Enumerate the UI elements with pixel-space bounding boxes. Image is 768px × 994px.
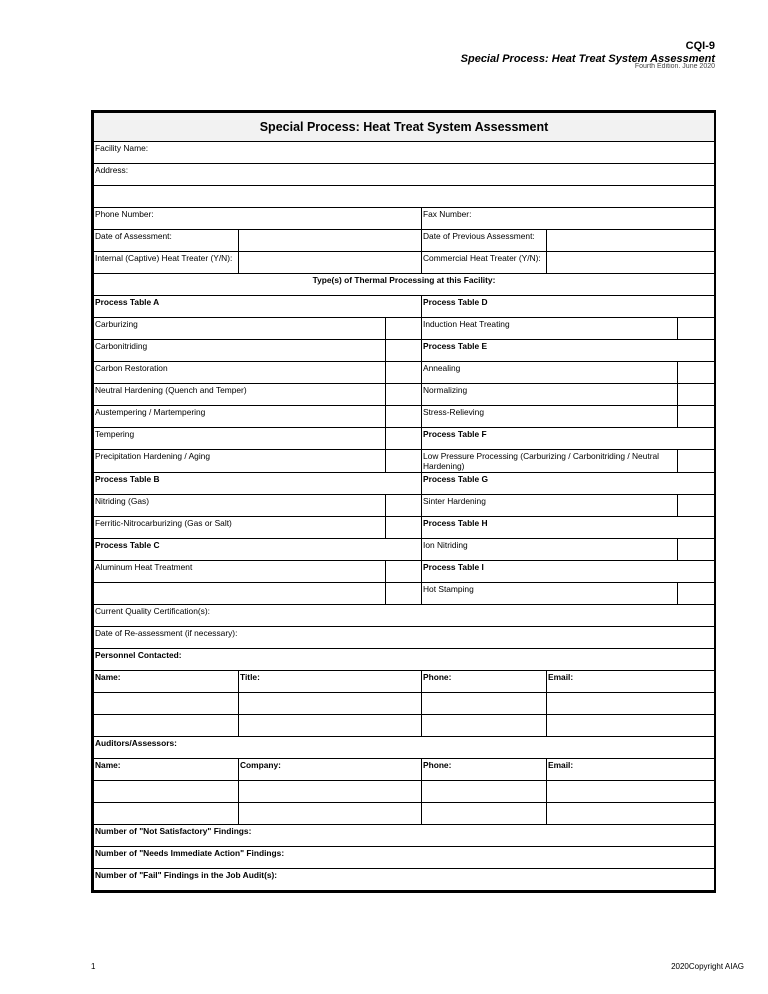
phone-number-field[interactable]: Phone Number: <box>94 208 422 230</box>
internal-heat-treater-label: Internal (Captive) Heat Treater (Y/N): <box>94 252 239 274</box>
process-checkbox[interactable] <box>678 583 715 605</box>
personnel-email-header: Email: <box>547 671 715 693</box>
process-label: Precipitation Hardening / Aging <box>94 450 386 473</box>
not-satisfactory-count[interactable]: Number of "Not Satisfactory" Findings: <box>94 825 715 847</box>
process-table-heading: Process Table F <box>422 428 715 450</box>
needs-immediate-action-count[interactable]: Number of "Needs Immediate Action" Findings: <box>94 847 715 869</box>
process-checkbox[interactable] <box>386 362 422 384</box>
document-subtitle: Special Process: Heat Treat System Assessment <box>460 53 715 65</box>
process-checkbox[interactable] <box>386 583 422 605</box>
date-of-previous-assessment-label: Date of Previous Assessment: <box>422 230 547 252</box>
commercial-heat-treater-field[interactable] <box>547 252 715 274</box>
process-label: Annealing <box>422 362 678 384</box>
process-table-heading: Process Table E <box>422 340 715 362</box>
document-code: CQI-9 <box>685 40 715 52</box>
process-label <box>94 583 386 605</box>
copyright: 2020Copyright AIAG <box>671 962 744 971</box>
process-label: Ferritic-Nitrocarburizing (Gas or Salt) <box>94 517 386 539</box>
address-field[interactable]: Address: <box>94 164 715 186</box>
process-row <box>94 318 715 340</box>
auditor-name-cell[interactable] <box>94 803 239 825</box>
reassessment-date-field[interactable]: Date of Re-assessment (if necessary): <box>94 627 715 649</box>
process-checkbox[interactable] <box>386 450 422 473</box>
process-checkbox[interactable] <box>678 495 715 517</box>
process-table-heading: Process Table H <box>422 517 715 539</box>
process-label: Carburizing <box>94 318 386 340</box>
process-checkbox[interactable] <box>386 406 422 428</box>
personnel-phone-header: Phone: <box>422 671 547 693</box>
process-table-heading: Process Table G <box>422 473 715 495</box>
process-label: Ion Nitriding <box>422 539 678 561</box>
form-title: Special Process: Heat Treat System Assessment <box>94 113 715 142</box>
process-checkbox[interactable] <box>678 362 715 384</box>
auditor-email-cell[interactable] <box>547 781 715 803</box>
personnel-email-cell[interactable] <box>547 715 715 737</box>
process-label: Austempering / Martempering <box>94 406 386 428</box>
date-of-previous-assessment-field[interactable] <box>547 230 715 252</box>
personnel-email-cell[interactable] <box>547 693 715 715</box>
date-of-assessment-field[interactable] <box>239 230 422 252</box>
page-number: 1 <box>91 962 96 971</box>
personnel-name-cell[interactable] <box>94 693 239 715</box>
process-label: Carbonitriding <box>94 340 386 362</box>
date-of-assessment-label: Date of Assessment: <box>94 230 239 252</box>
process-label: Sinter Hardening <box>422 495 678 517</box>
process-table-heading: Process Table I <box>422 561 715 583</box>
internal-heat-treater-field[interactable] <box>239 252 422 274</box>
process-row <box>94 428 715 450</box>
process-label: Nitriding (Gas) <box>94 495 386 517</box>
process-label: Tempering <box>94 428 386 450</box>
process-checkbox[interactable] <box>678 450 715 473</box>
process-row <box>94 495 715 517</box>
process-checkbox[interactable] <box>386 428 422 450</box>
process-label: Aluminum Heat Treatment <box>94 561 386 583</box>
process-checkbox[interactable] <box>386 517 422 539</box>
fax-number-field[interactable]: Fax Number: <box>422 208 715 230</box>
auditor-phone-header: Phone: <box>422 759 547 781</box>
process-table-heading: Process Table C <box>94 539 422 561</box>
process-label: Carbon Restoration <box>94 362 386 384</box>
process-row <box>94 517 715 539</box>
personnel-name-cell[interactable] <box>94 715 239 737</box>
auditor-phone-cell[interactable] <box>422 781 547 803</box>
process-row <box>94 539 715 561</box>
process-row <box>94 450 715 473</box>
personnel-title-header: Title: <box>239 671 422 693</box>
auditor-row <box>94 781 715 803</box>
personnel-phone-cell[interactable] <box>422 693 547 715</box>
process-row <box>94 340 715 362</box>
auditor-company-cell[interactable] <box>239 803 422 825</box>
auditors-heading: Auditors/Assessors: <box>94 737 715 759</box>
address-field-line-2[interactable] <box>94 186 715 208</box>
auditor-email-cell[interactable] <box>547 803 715 825</box>
process-table-heading: Process Table B <box>94 473 422 495</box>
process-checkbox[interactable] <box>386 561 422 583</box>
auditor-name-header: Name: <box>94 759 239 781</box>
thermal-processing-heading: Type(s) of Thermal Processing at this Facility: <box>94 274 715 296</box>
personnel-title-cell[interactable] <box>239 715 422 737</box>
process-table-heading: Process Table A <box>94 296 422 318</box>
process-row <box>94 473 715 495</box>
personnel-title-cell[interactable] <box>239 693 422 715</box>
process-label: Low Pressure Processing (Carburizing / Carbonitriding / Neutral Hardening) <box>422 450 678 473</box>
commercial-heat-treater-label: Commercial Heat Treater (Y/N): <box>422 252 547 274</box>
personnel-phone-cell[interactable] <box>422 715 547 737</box>
personnel-contacted-heading: Personnel Contacted: <box>94 649 715 671</box>
process-row <box>94 406 715 428</box>
process-checkbox[interactable] <box>386 495 422 517</box>
assessment-table <box>93 112 715 891</box>
process-row <box>94 362 715 384</box>
process-checkbox[interactable] <box>678 539 715 561</box>
document-edition: Fourth Edition, June 2020 <box>634 63 715 68</box>
process-label: Normalizing <box>422 384 678 406</box>
process-row <box>94 296 715 318</box>
process-label: Induction Heat Treating <box>422 318 678 340</box>
process-row <box>94 561 715 583</box>
auditor-phone-cell[interactable] <box>422 803 547 825</box>
process-label: Stress-Relieving <box>422 406 678 428</box>
personnel-row <box>94 693 715 715</box>
process-row <box>94 583 715 605</box>
process-table-heading: Process Table D <box>422 296 715 318</box>
process-checkbox[interactable] <box>386 384 422 406</box>
auditor-company-header: Company: <box>239 759 422 781</box>
process-checkbox[interactable] <box>386 318 422 340</box>
facility-name-field[interactable]: Facility Name: <box>94 142 715 164</box>
auditor-row <box>94 803 715 825</box>
auditor-name-cell[interactable] <box>94 781 239 803</box>
auditor-company-cell[interactable] <box>239 781 422 803</box>
process-label: Neutral Hardening (Quench and Temper) <box>94 384 386 406</box>
process-checkbox[interactable] <box>678 406 715 428</box>
process-checkbox[interactable] <box>678 318 715 340</box>
personnel-name-header: Name: <box>94 671 239 693</box>
process-checkbox[interactable] <box>386 340 422 362</box>
quality-certifications-field[interactable]: Current Quality Certification(s): <box>94 605 715 627</box>
process-label: Hot Stamping <box>422 583 678 605</box>
process-checkbox[interactable] <box>678 384 715 406</box>
process-tables <box>94 296 715 605</box>
fail-findings-count[interactable]: Number of "Fail" Findings in the Job Audit(s): <box>94 869 715 891</box>
process-row <box>94 384 715 406</box>
personnel-row <box>94 715 715 737</box>
auditor-email-header: Email: <box>547 759 715 781</box>
assessment-form <box>91 110 716 893</box>
